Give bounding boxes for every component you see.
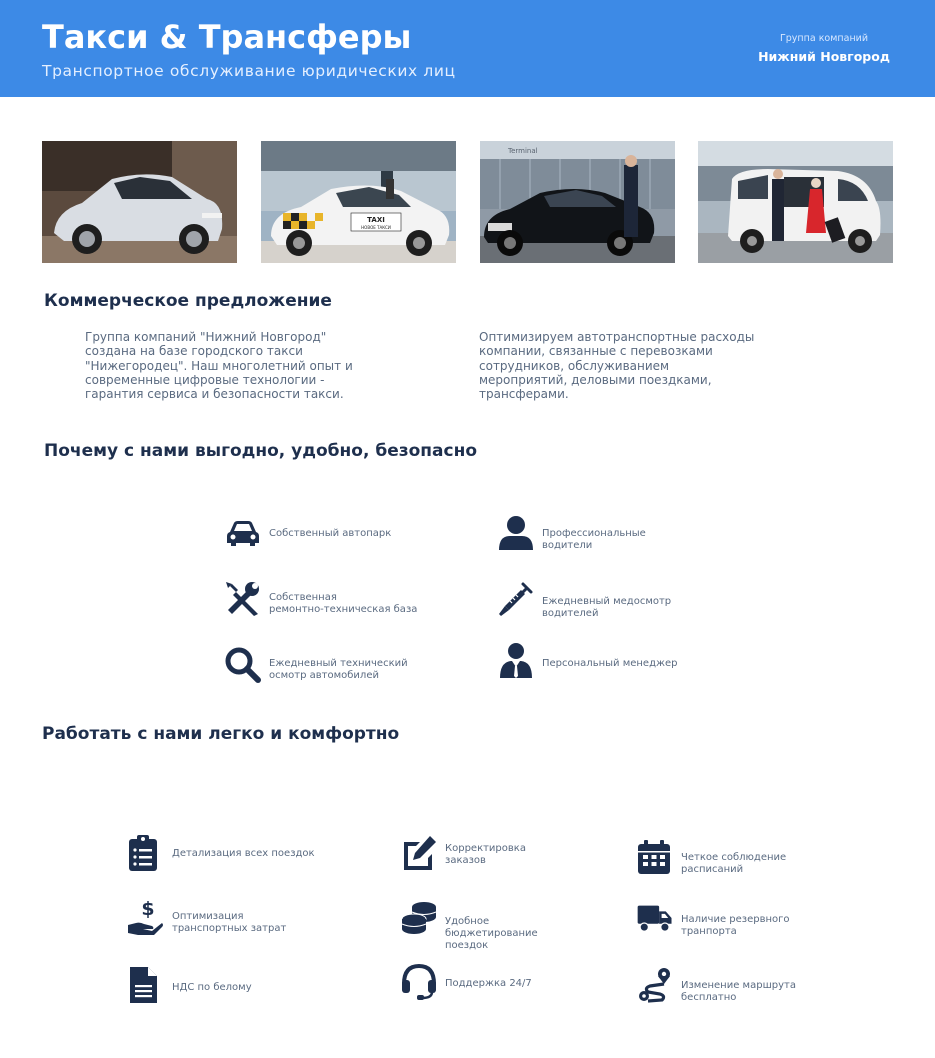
photo-white-minivan (698, 141, 893, 263)
offer-left-line: современные цифровые технологии - (85, 372, 325, 387)
easy-item-optimization (172, 911, 286, 935)
photo-black-sedan-terminal (480, 141, 675, 263)
offer-right-line: сотрудников, обслуживанием (479, 358, 670, 373)
magnifier-icon (224, 646, 262, 684)
easy-item-route (681, 980, 796, 1004)
car-icon (224, 514, 262, 552)
offer-left-text (85, 330, 385, 401)
svg-text:$: $ (141, 899, 155, 920)
easy-item-text: Четкое соблюдение (681, 852, 787, 863)
route-icon (636, 966, 674, 1004)
syringe-icon (497, 580, 535, 618)
why-item-inspection (269, 658, 408, 682)
easy-item-text: расписаний (681, 864, 744, 875)
easy-item-text: поездок (445, 940, 489, 951)
header-bar (0, 0, 935, 97)
truck-icon (636, 899, 674, 937)
offer-right-line: Оптимизируем автотранспортные расходы (479, 330, 755, 344)
why-item-manager (542, 658, 678, 670)
offer-right-text (479, 330, 779, 401)
taxi-sign-text: TAXI (367, 216, 385, 224)
why-item-text: Ежедневный медосмотр (542, 596, 672, 607)
calendar-icon (635, 838, 673, 876)
easy-item-text: НДС по белому (172, 982, 252, 993)
tools-icon (224, 580, 262, 618)
why-item-text: ремонтно-техническая база (269, 604, 418, 615)
manager-icon (497, 642, 535, 680)
easy-item-text: бесплатно (681, 992, 737, 1003)
offer-right-line: трансферами. (479, 387, 569, 402)
why-item-text: Собственная (269, 592, 337, 603)
group-label: Группа компаний (779, 33, 869, 44)
easy-item-text: Поддержка 24/7 (445, 978, 532, 989)
easy-item-text: Изменение маршрута (681, 980, 796, 991)
offer-right-line: мероприятий, деловыми поездками, (479, 372, 712, 387)
document-icon (124, 966, 162, 1004)
clipboard-list-icon (124, 834, 162, 872)
easy-item-text: транпорта (681, 926, 737, 937)
why-item-fleet (269, 528, 391, 540)
offer-heading: Коммерческое предложение (44, 291, 332, 311)
why-item-medical (542, 596, 671, 620)
easy-item-text: заказов (445, 855, 486, 866)
easy-item-text: Оптимизация (172, 911, 244, 922)
headset-icon (400, 962, 438, 1000)
page-title: Такси & Трансферы (42, 18, 412, 56)
easy-item-text: транспортных затрат (172, 923, 287, 934)
offer-left-line: "Нижегородец". Наш многолетний опыт и (85, 358, 353, 373)
edit-icon (400, 834, 438, 872)
taxi-sign-subtext: НОВОЕ ТАКСИ (361, 225, 391, 230)
group-name: Нижний Новгород (758, 49, 890, 64)
easy-item-corrections (445, 843, 526, 867)
why-item-text: водителей (542, 608, 599, 619)
offer-left-line: создана на базе городского такси (85, 344, 303, 359)
page-subtitle: Транспортное обслуживание юридических лиц (42, 62, 456, 80)
terminal-sign-text: Terminal (508, 147, 538, 155)
why-item-text: Ежедневный технический (269, 658, 408, 669)
easy-item-reserve (681, 914, 790, 938)
easy-item-budgeting (445, 916, 538, 952)
easy-item-support (445, 978, 532, 990)
offer-right-line: компании, связанные с перевозками (479, 344, 713, 359)
why-item-repair (269, 592, 417, 616)
easy-item-text: Наличие резервного (681, 914, 790, 925)
offer-left-line: гарантия сервиса и безопасности такси. (85, 387, 344, 402)
why-item-text: осмотр автомобилей (269, 670, 379, 681)
easy-item-vat (172, 982, 252, 994)
coins-icon (400, 899, 438, 937)
offer-left-line: Группа компаний "Нижний Новгород" (85, 330, 327, 344)
photo-taxi-car (261, 141, 456, 263)
easy-heading: Работать с нами легко и комфортно (42, 724, 400, 744)
why-heading: Почему с нами выгодно, удобно, безопасно (44, 441, 478, 461)
easy-item-text: Детализация всех поездок (172, 848, 315, 859)
easy-item-text: Корректировка (445, 843, 526, 854)
why-item-drivers (542, 528, 646, 552)
why-item-text: водители (542, 540, 593, 551)
easy-item-schedule (681, 852, 786, 876)
why-item-text: Собственный автопарк (269, 528, 392, 539)
easy-item-detail (172, 848, 315, 860)
driver-icon (497, 514, 535, 552)
easy-item-text: Удобное (445, 916, 490, 927)
photo-silver-sedan (42, 141, 237, 263)
why-item-text: Профессиональные (542, 528, 646, 539)
easy-item-text: бюджетирование (445, 928, 538, 939)
hand-dollar-icon (126, 899, 164, 937)
why-item-text: Персональный менеджер (542, 658, 678, 669)
